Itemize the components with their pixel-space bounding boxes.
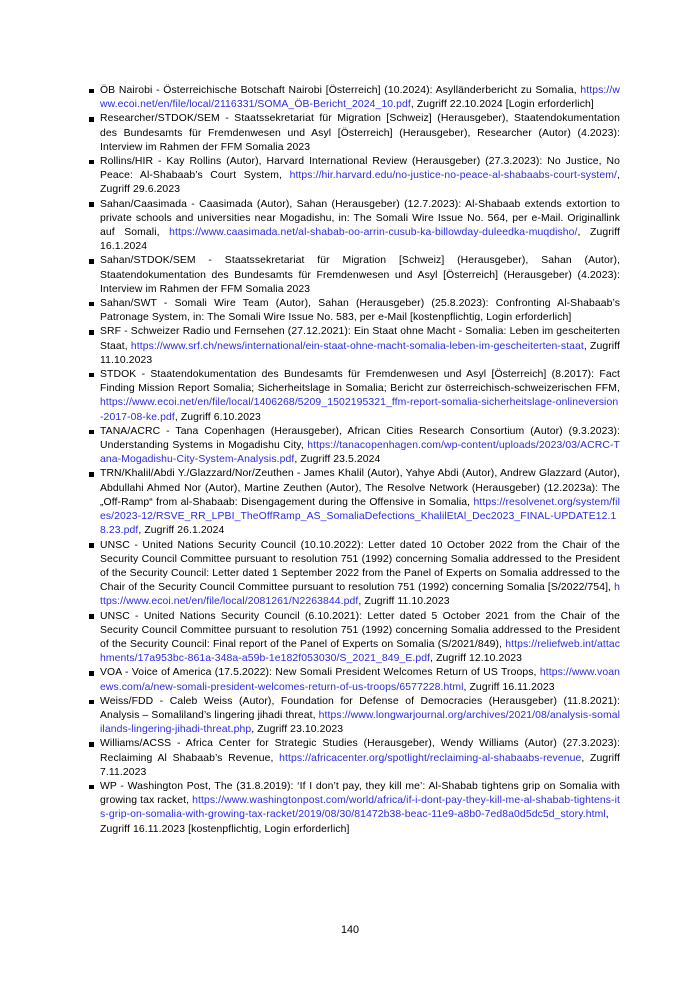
bullet-square-icon <box>89 742 94 747</box>
reference-item <box>100 695 620 738</box>
reference-text: ÖB Nairobi - Österreichische Botschaft Nairobi [Österreich] (10.2024): Asylländerbericht zu Somalia, <box>100 85 581 96</box>
reference-item <box>100 84 620 112</box>
bullet-square-icon <box>89 543 94 548</box>
references-list <box>100 84 620 837</box>
reference-item <box>100 112 620 155</box>
reference-link[interactable]: https://www.longwarjournal.org/archives/2021/08/analysis-somalilands-lingering-jihadi-threat.php <box>100 709 620 736</box>
page-number: 140 <box>340 924 359 936</box>
bullet-square-icon <box>89 202 94 207</box>
reference-item <box>100 539 620 610</box>
reference-text: , Zugriff 11.10.2023 <box>100 340 620 366</box>
reference-text: STDOK - Staatendokumentation des Bundesamts für Fremdenwesen und Asyl [Österreich] (8.2017): Fact Finding Mission Report Somalia; Sicherheitslage in Somalia; Bericht zur österreichisch-schweizerischen FFM, <box>100 369 620 395</box>
reference-link[interactable]: https://www.ecoi.net/en/file/local/2081261/N2263844.pdf <box>100 582 620 608</box>
bullet-square-icon <box>89 785 94 790</box>
reference-text: , Zugriff 16.1.2024 <box>100 227 620 253</box>
reference-link[interactable]: https://www.ecoi.net/en/file/local/2116331/SOMA_ÖB-Bericht_2024_10.pdf <box>100 85 620 111</box>
reference-text: , Zugriff 16.11.2023 [kostenpflichtig, Login erforderlich] <box>100 809 609 835</box>
reference-text: UNSC - United Nations Security Council (6.10.2021): Letter dated 5 October 2021 from the Chair of the Security Council Committee pursuant to resolution 751 (1992) concerning Somalia addressed to the President of the Security Council: Final report of the Panel of Experts on Somalia (S/2021/849), <box>100 610 620 650</box>
reference-link[interactable]: https://www.caasimada.net/al-shabab-oo-arrin-cusub-ka-billowday-duleedka-muqdisho/ <box>169 227 578 239</box>
reference-text: TANA/ACRC - Tana Copenhagen (Herausgeber), African Cities Research Consortium (Autor) (9.3.2023): Understanding Systems in Mogadishu City, <box>100 425 620 452</box>
reference-item <box>100 780 620 837</box>
reference-item <box>100 467 620 538</box>
reference-text: , Zugriff 23.5.2024 <box>294 454 381 466</box>
reference-link[interactable]: https://www.ecoi.net/en/file/local/1406268/5209_1502195321_ffm-report-somalia-sicherheitslage-onlineversion-2017-08-ke.pdf <box>100 397 619 423</box>
reference-item <box>100 368 620 425</box>
bullet-square-icon <box>89 671 94 676</box>
reference-text: , Zugriff 11.10.2023 <box>358 596 450 608</box>
reference-text: Williams/ACSS - Africa Center for Strategic Studies (Herausgeber), Wendy Williams (Autor) (27.3.2023): Reclaiming Al Shabaab’s Revenue, <box>100 738 620 764</box>
bullet-square-icon <box>89 160 94 165</box>
reference-item <box>100 297 620 325</box>
reference-text: Sahan/SWT - Somali Wire Team (Autor), Sahan (Herausgeber) (25.8.2023): Confronting Al-Shabaab’s Patronage System, in: The Somali Wire Issue No. 583, per e-Mail [kostenpflichtig, Login erforderlich] <box>100 298 620 324</box>
reference-text: , Zugriff 29.6.2023 <box>100 170 620 196</box>
reference-text: , Zugriff 12.10.2023 <box>430 653 523 665</box>
reference-item <box>100 610 620 667</box>
reference-text: Weiss/FDD - Caleb Weiss (Autor), Foundation for Defense of Democracies (Herausgeber) (11.8.2021): Analysis – Somaliland’s lingering jihadi threat, <box>100 695 620 721</box>
reference-text: , Zugriff 23.10.2023 <box>251 724 344 736</box>
reference-text: Researcher/STDOK/SEM - Staatssekretariat für Migration [Schweiz] (Herausgeber), Staatendokumentation des Bundesamts für Fremdenwesen und Asyl [Österreich] (Herausgeber), Researcher (Autor) (4.2023): Interview im Rahmen der FFM Somalia 2023 <box>100 113 620 153</box>
reference-text: SRF - Schweizer Radio und Fernsehen (27.12.2021): Ein Staat ohne Macht - Somalia: Leben im gescheiterten Staat, <box>100 326 620 352</box>
reference-link[interactable]: https://www.voanews.com/a/new-somali-president-welcomes-return-of-us-troops/6577228.html <box>100 667 620 693</box>
reference-item <box>100 254 620 297</box>
bullet-square-icon <box>89 700 94 705</box>
reference-text: VOA - Voice of America (17.5.2022): New Somali President Welcomes Return of US Troops, <box>100 667 540 679</box>
reference-link[interactable]: https://www.washingtonpost.com/world/africa/if-i-dont-pay-they-kill-me-al-shabab-tightens-its-grip-on-somalia-with-growing-tax-racket/2019/08/30/81472b38-beac-11e9-a8b0-7ed8a0d5dc5d_story.html <box>100 795 620 821</box>
reference-text: Rollins/HIR - Kay Rollins (Autor), Harvard International Review (Herausgeber) (27.3.2023): No Justice, No Peace: Al-Shabaab’s Court System, <box>100 156 620 182</box>
bullet-square-icon <box>89 330 94 335</box>
reference-item <box>100 198 620 255</box>
reference-item <box>100 737 620 780</box>
bullet-square-icon <box>89 373 94 378</box>
reference-text: , Zugriff 6.10.2023 <box>174 411 261 423</box>
reference-link[interactable]: https://resolvenet.org/system/files/2023-12/RSVE_RR_LPBI_TheOffRamp_AS_SomaliaDefections_KhalilEtAl_Dec2023_FINAL-UPDATE12.18.23.pdf <box>100 496 620 537</box>
bullet-square-icon <box>89 430 94 435</box>
reference-link[interactable]: https://tanacopenhagen.com/wp-content/uploads/2023/03/ACRC-Tana-Mogadishu-City-System-Analysis.pdf <box>100 440 620 466</box>
bullet-square-icon <box>89 259 94 264</box>
reference-text: , Zugriff 26.1.2024 <box>138 525 225 537</box>
reference-item <box>100 425 620 468</box>
reference-item <box>100 325 620 368</box>
reference-text: , Zugriff 7.11.2023 <box>100 752 620 778</box>
reference-text: Sahan/STDOK/SEM - Staatssekretariat für Migration [Schweiz] (Herausgeber), Sahan (Autor), Staatendokumentation des Bundesamts für Fremdenwesen und Asyl [Österreich] (Herausgeber) (4.2023): Interview im Rahmen der FFM Somalia 2023 <box>100 255 620 295</box>
bullet-square-icon <box>89 117 94 122</box>
reference-text: TRN/Khalil/Abdi Y./Glazzard/Nor/Zeuthen - James Khalil (Autor), Yahye Abdi (Autor), Andrew Glazzard (Autor), Abdullahi Ahmed Nor (Autor), Martine Zeuthen (Autor), The Resolve Network (Herausgeber) (12.2023a): The „Off-Ramp“ from al-Shabaab: Disengagement during the Offensive in Somalia, <box>100 468 620 508</box>
bullet-square-icon <box>89 472 94 477</box>
reference-text: , Zugriff 16.11.2023 <box>463 681 555 693</box>
bullet-square-icon <box>89 302 94 307</box>
reference-item <box>100 155 620 198</box>
reference-link[interactable]: https://www.srf.ch/news/international/ein-staat-ohne-macht-somalia-leben-im-gescheiterten-staat <box>130 340 584 352</box>
reference-link[interactable]: https://reliefweb.int/attachments/17a953bc-861a-348a-a59b-1e182f053030/S_2021_849_E.pdf <box>100 638 620 665</box>
reference-text: WP - Washington Post, The (31.8.2019): ‘If I don’t pay, they kill me’: Al-Shabab tightens grip on Somalia with growing tax racket, <box>100 780 620 807</box>
reference-text: UNSC - United Nations Security Council (10.10.2022): Letter dated 10 October 2022 from the Chair of the Security Council Committee pursuant to resolution 751 (1992) concerning Somalia addressed to the President of the Security Council: Letter dated 1 September 2022 from the Panel of Experts on Somalia addressed to the Chair of the Security Council Committee pursuant to resolution 751 (1992) concerning Somalia [S/2022/754], <box>100 539 620 594</box>
bullet-square-icon <box>89 614 94 619</box>
reference-text: Sahan/Caasimada - Caasimada (Autor), Sahan (Herausgeber) (12.7.2023): Al-Shabaab extends extortion to private schools and universities near Mogadishu, in: The Somali Wire Issue No. 564, per e-Mail. Originallink auf Somali, <box>100 198 620 239</box>
reference-text: , Zugriff 22.10.2024 [Login erforderlich] <box>410 99 594 111</box>
reference-link[interactable]: https://hir.harvard.edu/no-justice-no-peace-al-shabaabs-court-system/ <box>289 170 617 182</box>
reference-link[interactable]: https://africacenter.org/spotlight/reclaiming-al-shabaabs-revenue <box>279 752 582 764</box>
reference-item <box>100 666 620 694</box>
bullet-square-icon <box>89 89 94 94</box>
